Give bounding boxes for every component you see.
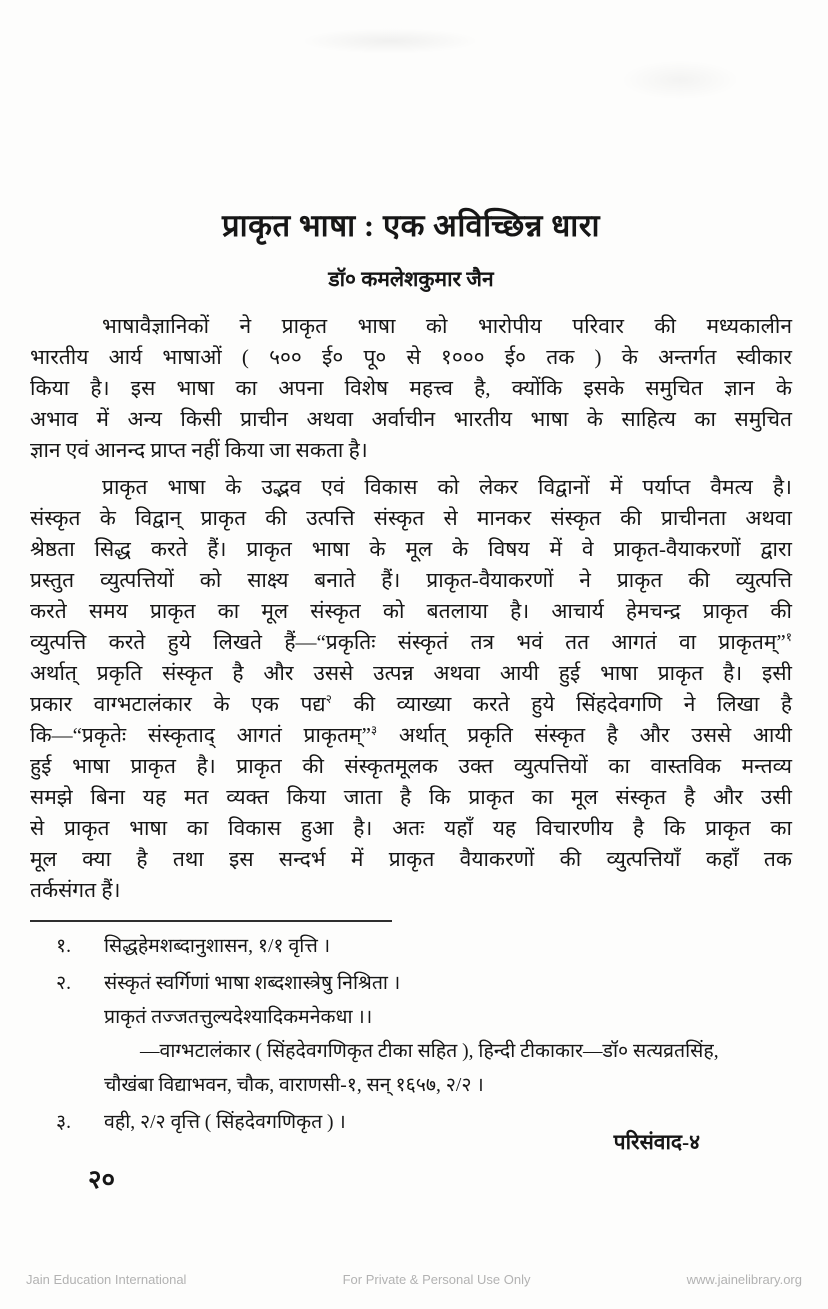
text-line xyxy=(30,373,792,404)
paragraph xyxy=(30,311,792,466)
series-label: परिसंवाद-४ xyxy=(613,1130,700,1154)
footnote-marker: ३. xyxy=(56,1111,72,1133)
text-line xyxy=(30,844,792,875)
scan-smudge xyxy=(620,60,740,100)
text-segment: संस्कृत के विद्वान् प्राकृत की उत्पत्ति संस्कृत से मानकर संस्कृत की प्राचीनता अथवा xyxy=(30,505,792,530)
text-segment: संस्कृतं स्वर्गिणां भाषा शब्दशास्त्रेषु निश्रिता । xyxy=(104,972,401,994)
text-line xyxy=(30,472,792,503)
article-body xyxy=(30,311,792,906)
text-line xyxy=(30,627,792,658)
text-segment: प्राकृतं तज्जतत्तुल्यदेश्यादिकमनेकधा ।। xyxy=(104,1006,373,1028)
footer-right-text: www.jainelibrary.org xyxy=(686,1272,802,1287)
text-segment: करते समय प्राकृत का मूल संस्कृत को बतलाया है। आचार्य हेमचन्द्र प्राकृत की xyxy=(30,598,792,623)
text-line xyxy=(30,596,792,627)
text-line xyxy=(30,404,792,435)
text-segment: अभाव में अन्य किसी प्राचीन अथवा अर्वाचीन भारतीय भाषा के साहित्य का समुचित xyxy=(30,406,792,431)
paragraph xyxy=(30,472,792,906)
text-segment: कि—“प्रकृतेः संस्कृताद् आगतं प्राकृतम्” xyxy=(30,722,371,747)
text-segment: —वाग्भटालंकार ( सिंहदेवगणिकृत टीका सहित ), हिन्दी टीकाकार—डॉ० सत्यव्रतसिंह, xyxy=(140,1040,719,1062)
text-segment: व्युत्पत्ति करते हुये लिखते हैं—“प्रकृतिः संस्कृतं तत्र भवं तत आगतं वा प्राकृतम्” xyxy=(30,629,786,654)
text-segment: भारतीय आर्य भाषाओं ( ५०० ई० पू० से १००० ई० तक ) के अन्तर्गत स्वीकार xyxy=(30,344,792,369)
footnote-separator xyxy=(30,920,392,922)
footnote-marker: २. xyxy=(56,972,72,994)
text-segment: प्रकार वाग्भटालंकार के एक पद्य xyxy=(30,691,326,716)
footnote-text xyxy=(104,967,792,1103)
article-author: डॉ० कमलेशकुमार जैन xyxy=(328,266,494,291)
text-segment: किया है। इस भाषा का अपना विशेष महत्त्व है, क्योंकि इसके समुचित ज्ञान के xyxy=(30,375,792,400)
text-line xyxy=(30,342,792,373)
text-segment: हुई भाषा प्राकृत है। प्राकृत की संस्कृतमूलक उक्त व्युत्पत्तियों का वास्तविक मन्तव्य xyxy=(30,753,792,778)
text-line xyxy=(30,751,792,782)
text-line xyxy=(30,311,792,342)
text-line xyxy=(30,565,792,596)
footnote-text xyxy=(104,930,792,964)
scan-footer xyxy=(0,1272,828,1287)
text-line xyxy=(30,658,792,689)
text-line xyxy=(30,503,792,534)
text-segment: अर्थात् प्रकृति संस्कृत है और उससे आयी xyxy=(377,722,792,747)
text-segment: श्रेष्ठता सिद्ध करते हैं। प्राकृत भाषा के मूल के विषय में वे प्राकृत-वैयाकरणों द्वारा xyxy=(30,536,792,561)
text-segment: सिद्धहेमशब्दानुशासन, १/१ वृत्ति । xyxy=(104,935,331,957)
page-number: २० xyxy=(88,1165,116,1194)
text-segment: प्राकृत भाषा के उद्भव एवं विकास को लेकर विद्वानों में पर्याप्त वैमत्य है। xyxy=(102,474,792,499)
text-segment: वही, २/२ वृत्ति ( सिंहदेवगणिकृत ) । xyxy=(104,1111,346,1133)
footnotes xyxy=(30,930,792,1140)
footnote-marker: १. xyxy=(56,935,72,957)
text-line xyxy=(30,875,792,906)
footnote-ref: २ xyxy=(325,691,332,706)
text-line xyxy=(104,1069,792,1103)
text-segment: मूल क्या है तथा इस सन्दर्भ में प्राकृत वैयाकरणों की व्युत्पत्तियाँ कहाँ तक xyxy=(30,846,792,871)
footnote-item xyxy=(30,967,792,1103)
text-line xyxy=(104,1001,792,1035)
footer-left-text: Jain Education International xyxy=(26,1272,187,1287)
text-segment: प्रस्तुत व्युत्पत्तियों को साक्ष्य बनाते हैं। प्राकृत-वैयाकरणों ने प्राकृत की व्युत्पत्ति xyxy=(30,567,792,592)
footnote-ref: ३ xyxy=(370,722,378,737)
text-segment: चौखंबा विद्याभवन, चौक, वाराणसी-१, सन् १६५७, २/२ । xyxy=(104,1074,484,1096)
text-line xyxy=(140,1035,792,1069)
text-line xyxy=(30,813,792,844)
text-line xyxy=(30,782,792,813)
text-line xyxy=(30,689,792,720)
article-title: प्राकृत भाषा : एक अविच्छिन्न धारा xyxy=(221,207,601,243)
scan-smudge xyxy=(300,28,480,54)
text-line xyxy=(30,534,792,565)
text-segment: अर्थात् प्रकृति संस्कृत है और उससे उत्पन्न अथवा आयी हुई भाषा प्राकृत है। इसी xyxy=(30,660,792,685)
text-line xyxy=(30,720,792,751)
text-segment: भाषावैज्ञानिकों ने प्राकृत भाषा को भारोपीय परिवार की मध्यकालीन xyxy=(102,313,792,338)
text-segment: की व्याख्या करते हुये सिंहदेवगणि ने लिखा है xyxy=(331,691,792,716)
text-segment: से प्राकृत भाषा का विकास हुआ है। अतः यहाँ यह विचारणीय है कि प्राकृत का xyxy=(30,815,792,840)
text-segment: समझे बिना यह मत व्यक्त किया जाता है कि प्राकृत का मूल संस्कृत है और उसी xyxy=(30,784,792,809)
footer-center-text: For Private & Personal Use Only xyxy=(342,1272,531,1287)
text-segment: तर्कसंगत हैं। xyxy=(30,877,121,902)
footnote-item xyxy=(30,930,792,964)
text-line xyxy=(30,435,792,466)
text-line xyxy=(104,967,792,1001)
text-line xyxy=(104,930,792,964)
text-segment: ज्ञान एवं आनन्द प्राप्त नहीं किया जा सकता है। xyxy=(30,437,368,462)
footnote-ref: १ xyxy=(785,629,792,644)
